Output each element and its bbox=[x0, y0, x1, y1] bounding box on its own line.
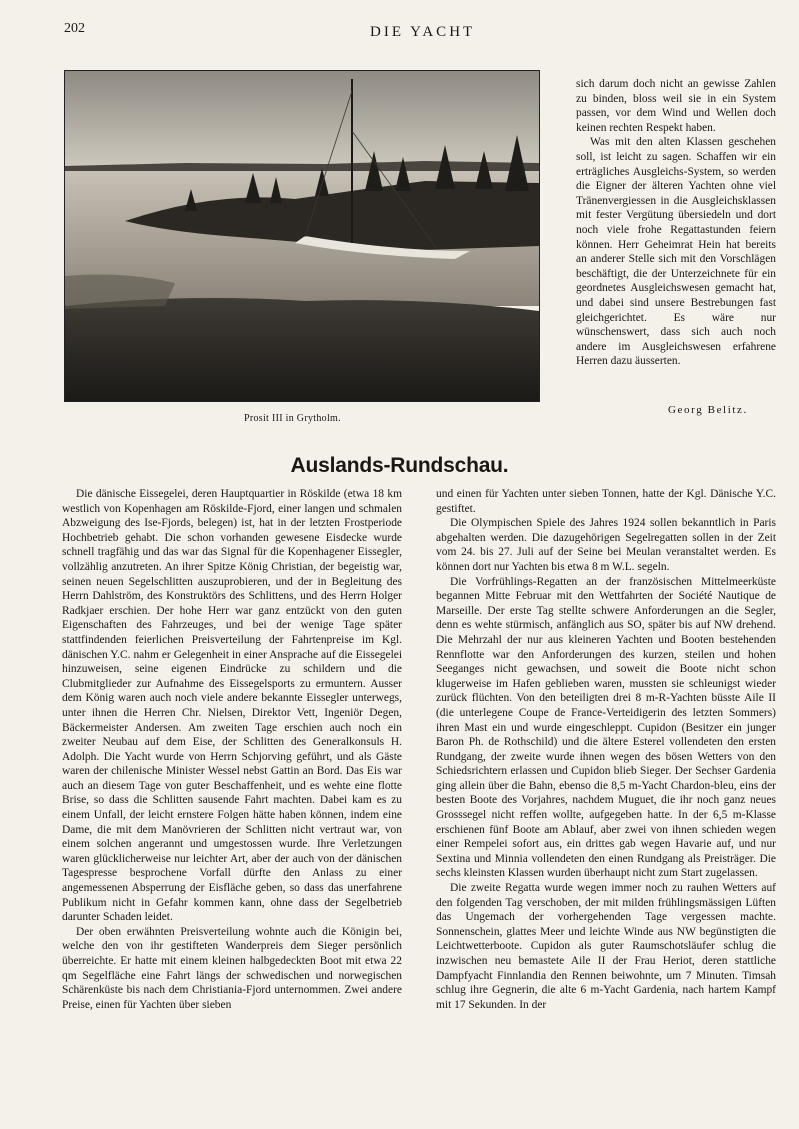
article-right-column bbox=[436, 487, 776, 1012]
paragraph: sich darum doch nicht an gewisse Zahlen zu binden, bloss weil sie in ein System passen, vor dem Wind und Wellen doch keinen rechten Respekt haben. bbox=[576, 78, 776, 134]
paragraph: Was mit den alten Klassen geschehen soll, ist leicht zu sagen. Schaffen wir ein erträgliches Ausgleichs-System, so werden die Eigner der älteren Yachten ohne viel Tränenvergiessen in die Ausgleichsklassen mit fester Vergütung übersiedeln und dort noch viele frohe Regattastunden feiern können. Herr Geheimrat Hein hat bereits an anderer Stelle sich mit den Vorschlägen beschäftigt, die der Unterzeichnete für ein geordnetes Ausgleichswesen gemacht hat, und dabei sind unsere Bestrebungen fast gleichgerichtet. Es wäre nur wünschenswert, dass sich auch noch andere im Ausgleichswesen erfahrene Herren dazu äusserten. bbox=[576, 136, 776, 368]
paragraph: und einen für Yachten unter sieben Tonnen, hatte der Kgl. Dänische Y.C. gestiftet. bbox=[436, 488, 776, 515]
paragraph: Die dänische Eissegelei, deren Hauptquartier in Röskilde (etwa 18 km westlich von Kopenhagen am Röskilde-Fjord, einer langen und schmalen Abzweigung des Ise-Fjords, belegen) ist, hat in der letzten Frostperiode Hochbetrieb gehabt. Die schon vorhanden gewesene Eisdecke wurde schnell tragfähig und das war das Signal für die Kopenhagener Eissegler, vollzählig anzutreten. An ihrer Spitze König Christian, der begeistig war, seinen neuen Segelschlitten auszuprobieren, und der in Begleitung des Herrn Dahlström, des Konstruktörs des Schlittens, und des Herrn Holger Radkjaer erschien. Der hohe Herr war ganz entzückt von den guten Eigenschaften des Fahrzeuges, und bei der wenige Tage später stattfindenden feierlichen Preisverteilung der Fahrtenpreise im Kgl. dänischen Y.C. nahm er Gelegenheit in einer Ansprache auf die Eissegelei hinzuweisen, seine eigenen Eindrücke zu schildern und die Clubmitglieder zur Aufnahme des Eissegelsports zu ermuntern. Ausser dem König waren auch noch viele andere bekannte Eissegler unterwegs, unter ihnen die Herren Chr. Nielsen, Direktor Vett, Ingeniör Degen, Bäckermeister Andersen. Am zweiten Tage erschien auch noch ein zweiter Neubau auf dem Eise, der Schlitten des Generalkonsuls H. Adolph. Die Yacht wurde von Herrn Schjorving geführt, und als Gäste waren der chilenische Minister Wessel nebst Gattin an Bord. Das Eis war auch an diesem Tage von guter Beschaffenheit, und es wehte eine flotte Brise, so dass die Schlitten sausende Fahrt machten. Dabei kam es zu einem Unfall, der leicht ernstere Folgen hätte haben können, indem eine Dame, die mit dem Manövrieren der Schlitten nicht vertraut war, von einem solchen angerannt und umgestossen wurde. Ihre Verletzungen waren glücklicherweise nur leichter Art, aber der auch von der dänischen Tagespresse besprochene Vorfall dürfte den Anlass zu einer angemessenen Absperrung der Eisfläche geben, so dass das unerfahrene Publikum nicht in Gefahr kommen kann, ohne dass der Segelbetrieb darunter Schaden leidet. bbox=[62, 488, 402, 924]
figure-caption: Prosit III in Grytholm. bbox=[244, 413, 341, 424]
article-left-column bbox=[62, 487, 402, 1012]
article-title: Auslands-Rundschau. bbox=[290, 454, 509, 477]
photograph-prosit-iii bbox=[64, 70, 540, 402]
top-right-column bbox=[576, 77, 776, 369]
paragraph: Die Vorfrühlings-Regatten an der französischen Mittelmeerküste begannen Mitte Februar mit den Wettfahrten der Société Nautique de Marseille. Der erste Tag stellte schwere Anforderungen an die Segler, denn es wehte stürmisch, anfänglich aus SO, später bis auf NW drehend. Die Mehrzahl der nur aus kleineren Yachten und Booten bestehenden Rennflotte war den Anforderungen des kurzen, steilen und hohen Seeganges nicht gewachsen, und soweit die Boote nicht schon klugerweise im Hafen geblieben waren, mussten sie schleunigst wieder zurück flüchten. Von den beteiligten drei 8 m-R-Yachten büsste Aile II (die unterlegene Coupe de France-Verteidigerin des letzten Sommers) ihren Mast ein und wurde eingeschleppt. Cupidon (Besitzer ein junger Baron Ph. de Rothschild) und die ältere Esterel vollendeten den ersten Rundgang, der zweite wurde ihnen wegen des bösen Wetters von den Schiedsrichtern erlassen und Cupidon blieb Sieger. Der Sechser Gardenia ging allein über die Bahn, ebenso die 8,5 m-Yacht Chardon-bleu, eins der besten Boote des Vorjahres, nachdem Muguet, die ihr noch ganz neues Grosssegel nicht reffen wollte, aufgegeben hatte. In der 6,5 m-Klasse erschienen fünf Boote am Ablauf, aber zwei von ihnen schieden wegen einer Rempelei sofort aus, ein drittes gab wegen Havarie auf, und nur Sextina und Minnia vollendeten den einen Rundgang als Preisträger. Die sechs kleinsten Klassen wurden überhaupt nicht zum Start zugelassen. bbox=[436, 575, 776, 880]
paragraph: Die zweite Regatta wurde wegen immer noch zu rauhen Wetters auf den folgenden Tag verschoben, der mit milden frühlingsmässigen Lüften das Ungemach der vorhergehenden Tage vergessen machte. Sonnenschein, glattes Meer und leichte Winde aus NW begünstigten die Leichtwetterboote. Cupidon als guter Raumschotsläufer schlug die inzwischen neu bemastete Aile II der Frau Heriot, deren stattliche Dampfyacht Finnlandia den Rennen beiwohnte, um 7 Minuten. Timsah schlug ihre Gegnerin, die alte 6 m-Yacht Gardenia, nach hartem Kampf mit 17 Sekunden. In der bbox=[436, 882, 776, 1011]
page-number: 202 bbox=[64, 21, 85, 36]
photo-illustration bbox=[65, 71, 539, 401]
paragraph: Der oben erwähnten Preisverteilung wohnte auch die Königin bei, welche den von ihr gestifteten Wanderpreis dem Sieger persönlich überreichte. Er hatte mit einem kleinen halbgedeckten Boot mit etwa 22 qm Segelfläche eine Fahrt längs der schwedischen und norwegischen Schärenküste bis nach dem Christiania-Fjord unternommen. Zwei andere Preise, einen für Yachten über sieben bbox=[62, 925, 402, 1011]
running-title: DIE YACHT bbox=[370, 24, 476, 40]
author-signature: Georg Belitz. bbox=[668, 404, 748, 416]
paragraph: Die Olympischen Spiele des Jahres 1924 sollen bekanntlich in Paris abgehalten werden. Die dazugehörigen Segelregatten sollen in der Zeit vom 24. bis 27. Juli auf der Seine bei Meulan veranstaltet werden. Es können dort nur Yachten bis etwa 8 m W.L. segeln. bbox=[436, 517, 776, 573]
